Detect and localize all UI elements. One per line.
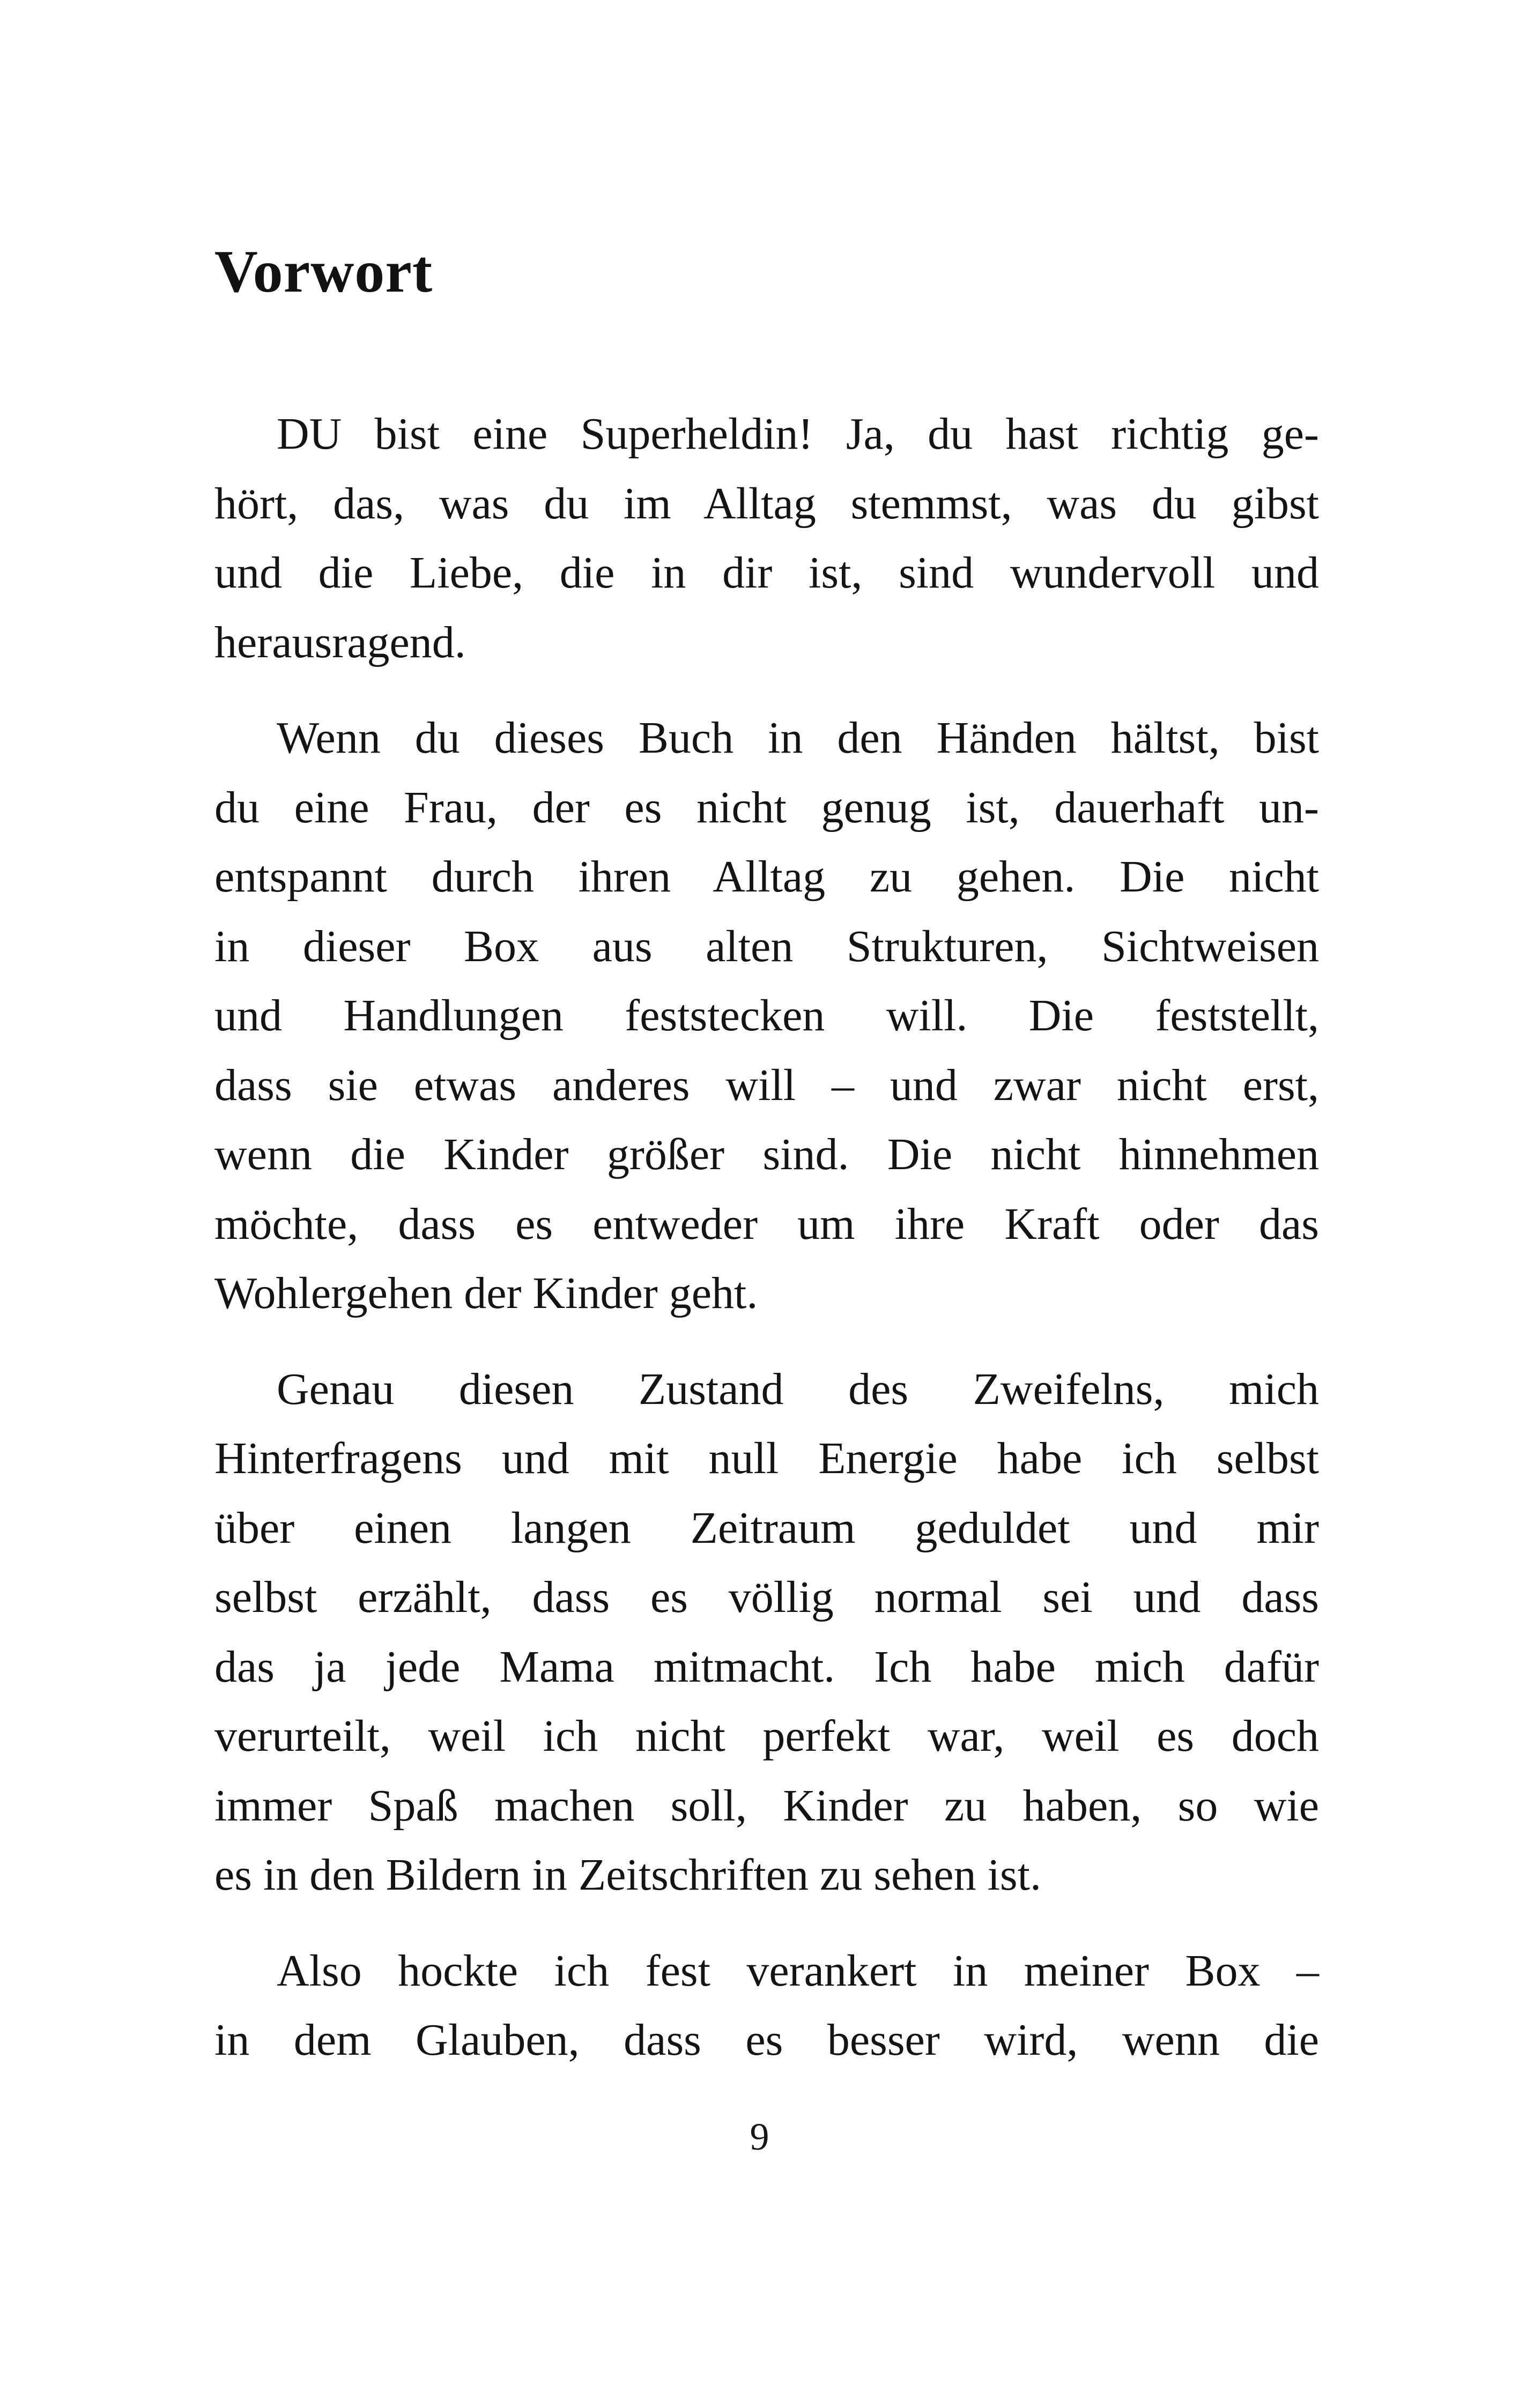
chapter-heading: Vorwort — [214, 239, 433, 305]
text-line: DU bist eine Superheldin! Ja, du hast richtig ge- — [277, 409, 1319, 459]
text-line: Wenn du dieses Buch in den Händen hältst, bist — [277, 713, 1319, 763]
text-line: es in den Bildern in Zeitschriften zu sehen ist. — [214, 1850, 1041, 1900]
text-line: selbst erzählt, dass es völlig normal sei und dass — [214, 1572, 1319, 1622]
text-line: in dem Glauben, dass es besser wird, wenn die — [214, 2015, 1319, 2065]
paragraph-3 — [214, 1355, 1319, 1910]
text-line: immer Spaß machen soll, Kinder zu haben, so wie — [214, 1780, 1319, 1831]
text-line: dass sie etwas anderes will – und zwar nicht erst, — [214, 1060, 1319, 1110]
text-line: möchte, dass es entweder um ihre Kraft oder das — [214, 1199, 1319, 1249]
text-line: hört, das, was du im Alltag stemmst, was du gibst — [214, 478, 1319, 529]
text-line: entspannt durch ihren Alltag zu gehen. Die nicht — [214, 852, 1319, 902]
text-line: Also hockte ich fest verankert in meiner Box – — [277, 1945, 1319, 1996]
text-line: Genau diesen Zustand des Zweifelns, mich — [277, 1364, 1319, 1414]
text-line: herausragend. — [214, 617, 466, 667]
text-line: über einen langen Zeitraum geduldet und mir — [214, 1503, 1319, 1553]
text-line: in dieser Box aus alten Strukturen, Sichtweisen — [214, 921, 1319, 971]
paragraph-2 — [214, 703, 1319, 1328]
text-line: das ja jede Mama mitmacht. Ich habe mich dafür — [214, 1641, 1319, 1692]
body-text — [214, 399, 1319, 2101]
text-line: verurteilt, weil ich nicht perfekt war, weil es doch — [214, 1711, 1319, 1761]
text-line: du eine Frau, der es nicht genug ist, dauerhaft un- — [214, 782, 1319, 833]
text-line: wenn die Kinder größer sind. Die nicht hinnehmen — [214, 1129, 1319, 1179]
paragraph-4 — [214, 1936, 1319, 2075]
text-line: und die Liebe, die in dir ist, sind wundervoll und — [214, 548, 1319, 598]
text-line: und Handlungen feststecken will. Die feststellt, — [214, 991, 1319, 1041]
text-line: Hinterfragens und mit null Energie habe ich selbst — [214, 1433, 1319, 1483]
text-line: Wohlergehen der Kinder geht. — [214, 1268, 758, 1318]
paragraph-1 — [214, 399, 1319, 677]
page-number: 9 — [750, 2115, 769, 2158]
